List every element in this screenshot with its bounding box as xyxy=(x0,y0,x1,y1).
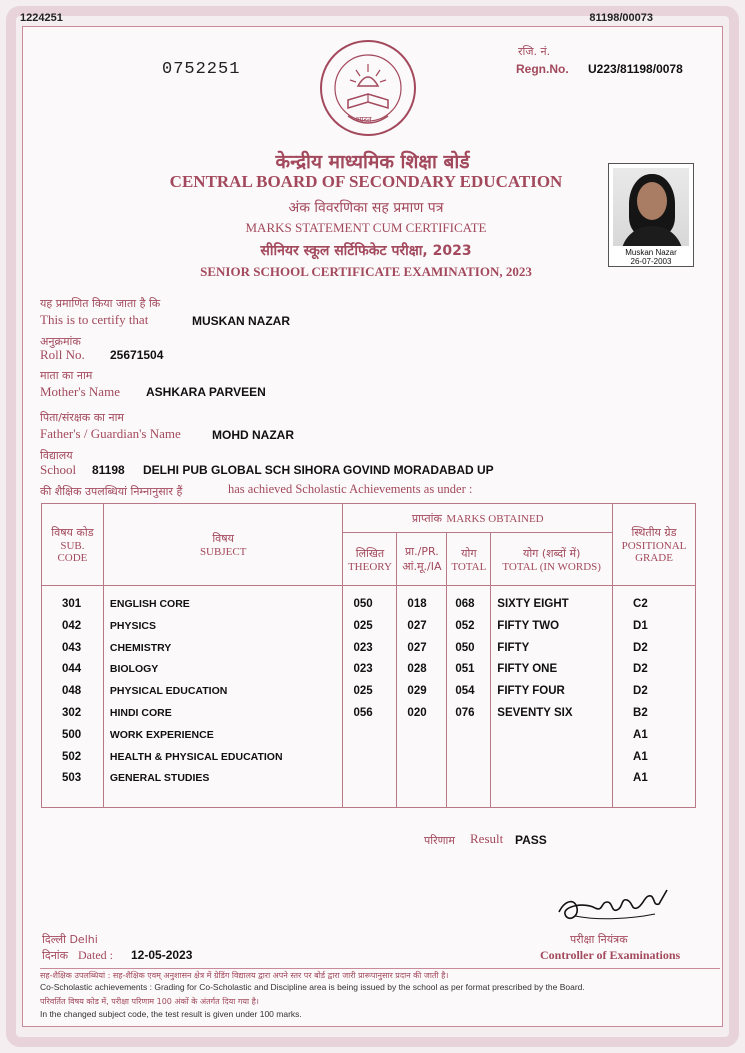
grade: D1 xyxy=(633,619,648,632)
photo-name: Muskan Nazar xyxy=(625,248,677,257)
roll-number: 25671504 xyxy=(110,348,164,362)
grade-column xyxy=(613,586,696,808)
grade: C2 xyxy=(633,598,648,610)
result-value: PASS xyxy=(515,833,547,847)
subject-code: 048 xyxy=(62,685,82,698)
regn-label-hindi: रजि. नं. xyxy=(518,45,551,58)
student-name: MUSKAN NAZAR xyxy=(192,314,290,328)
result-label: Result xyxy=(470,831,504,846)
father-name: MOHD NAZAR xyxy=(212,428,294,442)
total-in-words: SIXTY EIGHT xyxy=(497,598,569,610)
total-in-words: FIFTY xyxy=(497,641,530,654)
exam-title: SENIOR SCHOOL CERTIFICATE EXAMINATION, 2023 xyxy=(200,264,532,279)
school-code: 81198 xyxy=(92,463,125,477)
result-label-hindi: परिणाम xyxy=(424,834,455,847)
subject-name: GENERAL STUDIES xyxy=(109,772,210,785)
subject-name: BIOLOGY xyxy=(109,663,159,676)
certify-label-hindi: यह प्रमाणित किया जाता है कि xyxy=(40,297,161,310)
footnote-1: Co-Scholastic achievements : Grading for Co-Scholastic and Discipline area is being issued by the school as per format prescribed by the Board. xyxy=(40,982,585,992)
total-marks: 051 xyxy=(455,663,475,676)
issue-date: 12-05-2023 xyxy=(131,948,193,962)
subject-column xyxy=(103,586,343,808)
father-label: Father's / Guardian's Name xyxy=(40,426,181,441)
corner-number-right: 81198/00073 xyxy=(589,12,653,24)
col-header-marks: प्राप्तांक MARKS OBTAINED xyxy=(343,504,613,533)
roll-label-hindi: अनुक्रमांक xyxy=(40,335,81,348)
mother-label-hindi: माता का नाम xyxy=(40,369,93,382)
subject-code: 302 xyxy=(62,706,82,719)
regn-label: Regn.No. xyxy=(516,62,569,76)
total-in-words: FIFTY ONE xyxy=(497,663,558,676)
subject-code: 500 xyxy=(62,728,82,741)
theory-marks: 023 xyxy=(353,663,373,676)
certify-label: This is to certify that xyxy=(40,312,149,327)
school-label-hindi: विद्यालय xyxy=(40,449,73,462)
theory-marks: 023 xyxy=(353,641,373,654)
board-name: CENTRAL BOARD OF SECONDARY EDUCATION xyxy=(169,172,563,191)
col-header-total: योग TOTAL xyxy=(447,533,491,586)
subject-code: 042 xyxy=(62,619,82,632)
table-body-row xyxy=(42,586,696,808)
col-header-grade: स्थितीय ग्रेड POSITIONAL GRADE xyxy=(613,504,696,586)
col-header-words: योग (शब्दों में) TOTAL (IN WORDS) xyxy=(491,533,613,586)
mother-label: Mother's Name xyxy=(40,384,120,399)
mother-name: ASHKARA PARVEEN xyxy=(146,385,266,399)
grade: A1 xyxy=(633,728,648,741)
roll-label: Roll No. xyxy=(40,347,85,362)
subject-code: 503 xyxy=(62,772,82,785)
footnote-hindi-2: परिवर्तित विषय कोड में, परीक्षा परिणाम 100 अंकों के अंतर्गत दिया गया है। xyxy=(40,997,259,1006)
table-header-row xyxy=(42,504,696,533)
grade: B2 xyxy=(633,706,648,719)
theory-marks: 056 xyxy=(353,706,373,719)
subject-name: PHYSICS xyxy=(109,619,156,632)
footnote-hindi-1: सह-शैक्षिक उपलब्धियां : सह-शैक्षिक एवम् अनुशासन क्षेत्र में ग्रेडिंग विद्यालय द्वारा अपने स्तर पर बोर्ड द्वारा जारी प्रारूपानुसार प्रदान की जाती है। xyxy=(40,971,449,980)
school-name: DELHI PUB GLOBAL SCH SIHORA GOVIND MORADABAD UP xyxy=(143,463,494,477)
total-marks: 052 xyxy=(455,619,475,632)
portrait-image xyxy=(613,168,689,246)
date-label-hindi: दिनांक xyxy=(42,949,69,962)
place: दिल्ली Delhi xyxy=(42,933,98,946)
photo-dob: 26-07-2003 xyxy=(630,257,672,266)
subject-name: CHEMISTRY xyxy=(109,641,172,654)
emblem-text: भारत xyxy=(356,115,372,124)
subject-name: HINDI CORE xyxy=(109,706,172,719)
total-marks: 054 xyxy=(455,685,475,698)
theory-marks: 025 xyxy=(353,685,373,698)
practical-marks: 028 xyxy=(407,663,427,676)
total-marks: 076 xyxy=(455,706,475,719)
col-header-subject: विषय SUBJECT xyxy=(103,504,343,586)
corner-number-left: 1224251 xyxy=(20,12,63,24)
achieve-label: has achieved Scholastic Achievements as under : xyxy=(228,482,473,496)
marks-table xyxy=(41,503,696,808)
col-header-theory: लिखित THEORY xyxy=(343,533,397,586)
code-column xyxy=(42,586,104,808)
subject-name: ENGLISH CORE xyxy=(109,598,190,610)
subject-name: WORK EXPERIENCE xyxy=(109,728,214,741)
subject-name: HEALTH & PHYSICAL EDUCATION xyxy=(109,750,283,763)
achieve-label-hindi: की शैक्षिक उपलब्धियां निम्नानुसार हैं xyxy=(40,485,183,498)
grade: D2 xyxy=(633,663,648,676)
subject-code: 502 xyxy=(62,750,82,763)
practical-marks: 018 xyxy=(407,598,427,610)
cbse-emblem xyxy=(318,38,418,138)
subject-code: 043 xyxy=(62,641,82,654)
grade: D2 xyxy=(633,685,648,698)
school-label: School xyxy=(40,462,77,477)
exam-title-hindi: सीनियर स्कूल सर्टिफिकेट परीक्षा, 2023 xyxy=(260,243,472,259)
col-header-practical: प्रा./PR. आं.मू./IA xyxy=(397,533,447,586)
footnote-divider xyxy=(40,968,720,969)
total-marks: 050 xyxy=(455,641,475,654)
words-column xyxy=(491,586,613,808)
theory-marks: 025 xyxy=(353,619,373,632)
total-in-words: FIFTY TWO xyxy=(497,619,560,632)
practical-marks: 027 xyxy=(407,641,427,654)
subject-code: 044 xyxy=(62,663,82,676)
date-label: Dated : xyxy=(78,948,113,962)
subject-code: 301 xyxy=(62,598,82,610)
cert-title: MARKS STATEMENT CUM CERTIFICATE xyxy=(245,220,487,235)
serial-number: 0752251 xyxy=(162,60,241,79)
col-header-code: विषय कोड SUB. CODE xyxy=(42,504,104,586)
total-marks: 068 xyxy=(455,598,475,610)
footnote-2: In the changed subject code, the test result is given under 100 marks. xyxy=(40,1009,302,1019)
practical-marks: 027 xyxy=(407,619,427,632)
regn-number: U223/81198/0078 xyxy=(588,62,683,76)
controller-title: Controller of Examinations xyxy=(540,948,681,962)
theory-marks: 050 xyxy=(353,598,373,610)
cert-title-hindi: अंक विवरणिका सह प्रमाण पत्र xyxy=(288,200,444,216)
father-label-hindi: पिता/संरक्षक का नाम xyxy=(40,411,125,424)
grade: A1 xyxy=(633,772,648,785)
board-name-hindi: केन्द्रीय माध्यमिक शिक्षा बोर्ड xyxy=(275,151,470,173)
total-column xyxy=(447,586,491,808)
subject-name: PHYSICAL EDUCATION xyxy=(109,685,228,698)
total-in-words: SEVENTY SIX xyxy=(497,706,573,719)
practical-column xyxy=(397,586,447,808)
total-in-words: FIFTY FOUR xyxy=(497,685,565,698)
grade: A1 xyxy=(633,750,648,763)
grade: D2 xyxy=(633,641,648,654)
controller-signature xyxy=(555,880,675,930)
practical-marks: 029 xyxy=(407,685,427,698)
controller-title-hindi: परीक्षा नियंत्रक xyxy=(570,933,628,946)
signature-icon xyxy=(555,880,675,930)
student-photo xyxy=(608,163,694,267)
theory-column xyxy=(343,586,397,808)
practical-marks: 020 xyxy=(407,706,427,719)
